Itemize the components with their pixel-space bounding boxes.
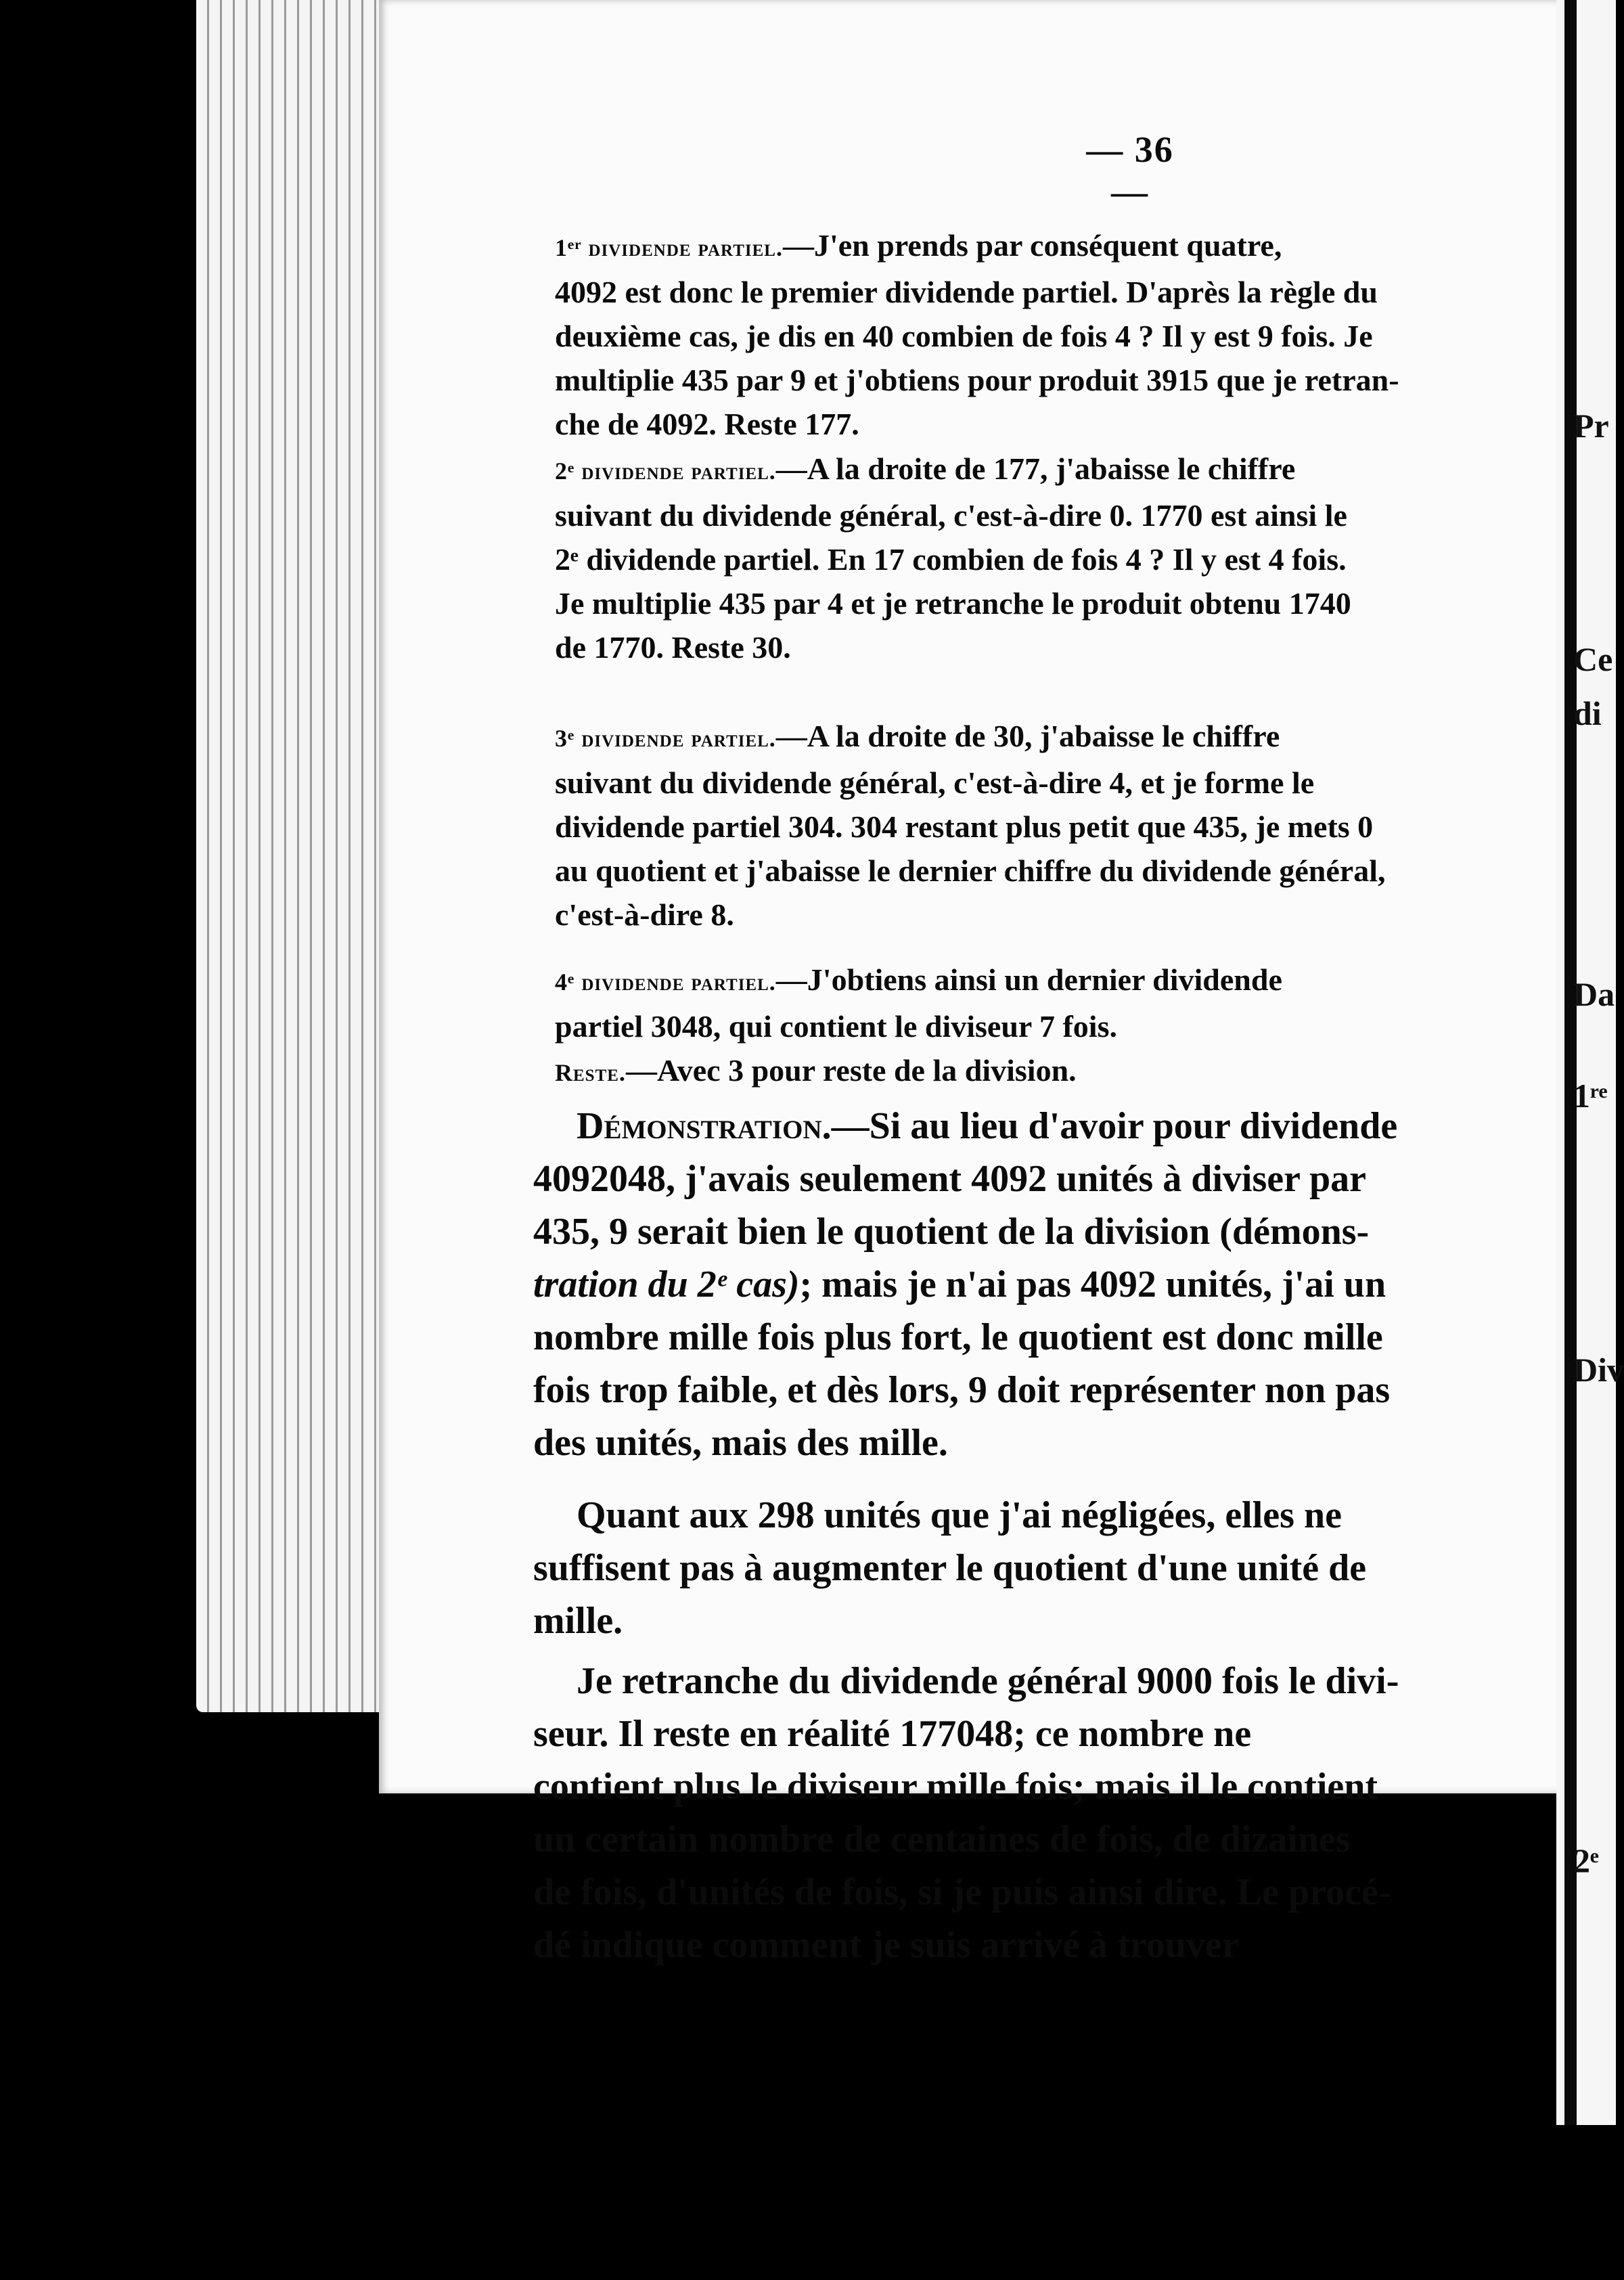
text-line: che de 4092. Reste 177. [555,407,859,441]
section-heading: 3ᵉ dividende partiel. [555,725,776,752]
facing-page-fragment-text: Div [1573,1351,1624,1389]
paragraph-dividende-4 [555,958,1563,1095]
text-line: Je multiplie 435 par 4 et je retranche le produit obtenu 1740 [555,586,1351,621]
text-line: de 1770. Reste 30. [555,630,791,665]
facing-page-fragment-text: Ce [1573,640,1613,678]
section-heading: 1ᵉʳ dividende partiel. [555,234,783,261]
text-line: des unités, mais des mille. [533,1422,948,1464]
text-line: Quant aux 298 unités que j'ai négligées, elles ne [577,1494,1342,1536]
text-line: 435, 9 serait bien le quotient de la division (démons- [533,1211,1370,1253]
paragraph-quant [533,1489,1569,1647]
section-heading: 4ᵉ dividende partiel. [555,968,776,996]
text-line: 2ᵉ dividende partiel. En 17 combien de fois 4 ? Il y est 4 fois. [555,542,1347,577]
text-line: 4092048, j'avais seulement 4092 unités à diviser par [533,1158,1366,1200]
facing-page-fragment-text: di [1573,694,1602,732]
text-line: fois trop faible, et dès lors, 9 doit représenter non pas [533,1369,1391,1411]
text-line: multiplie 435 par 9 et j'obtiens pour produit 3915 que je retran- [555,363,1399,397]
text-line: Je retranche du dividende général 9000 fois le divi- [577,1660,1399,1702]
text-line: —Si au lieu d'avoir pour dividende [831,1105,1398,1147]
text-line: nombre mille fois plus fort, le quotient est donc mille [533,1316,1383,1358]
text-line: suffisent pas à augmenter le quotient d'une unité de [533,1547,1367,1589]
text-line: de fois, d'unités de fois, si je puis ainsi dire. Le procé- [533,1871,1391,1913]
italic-reference: tration du 2ᵉ cas) [533,1264,800,1305]
text-line: suivant du dividende général, c'est-à-dire 0. 1770 est ainsi le [555,498,1347,533]
page-number: — 36 — [1086,129,1174,212]
text-line: contient plus le diviseur mille fois; mais il le contient [533,1766,1378,1808]
book-page-edges [196,0,399,1712]
text-line: —J'obtiens ainsi un dernier dividende [775,962,1282,997]
facing-page-fragment-text: Pr [1573,407,1609,445]
text-line: 4092 est donc le premier dividende partiel. D'après la règle du [555,275,1378,309]
facing-page-fragment-text: 1ʳᵉ [1573,1077,1608,1115]
paragraph-dividende-2 [555,447,1563,669]
text-line: —A la droite de 177, j'abaisse le chiffre [775,451,1296,486]
section-heading: Démonstration. [577,1105,832,1147]
facing-page-fragment-text: Da [1573,975,1615,1013]
text-line: c'est-à-dire 8. [555,897,734,932]
text-line: mille. [533,1600,623,1642]
text-line: —A la droite de 30, j'abaisse le chiffre [775,719,1280,753]
text-line: au quotient et j'abaisse le dernier chiffre du dividende général, [555,853,1386,888]
text-line: deuxième cas, je dis en 40 combien de fois 4 ? Il y est 9 fois. Je [555,319,1373,353]
paragraph-dividende-1 [555,223,1563,446]
text-line: ; mais je n'ai pas 4092 unités, j'ai un [799,1264,1386,1305]
paragraph-dividende-3 [555,714,1563,937]
paragraph-retranche [533,1655,1569,1971]
text-line: suivant du dividende général, c'est-à-dire 4, et je forme le [555,765,1315,800]
text-line: partiel 3048, qui contient le diviseur 7 fois. [555,1009,1117,1044]
text-line: seur. Il reste en réalité 177048; ce nombre ne [533,1713,1252,1755]
text-line: dé indique comment je suis arrivé à trouver [533,1924,1239,1966]
text-line: —J'en prends par conséquent quatre, [782,228,1282,263]
text-line: dividende partiel 304. 304 restant plus petit que 435, je mets 0 [555,809,1374,844]
section-heading: 2ᵉ dividende partiel. [555,457,776,485]
text-line: —Avec 3 pour reste de la division. [625,1053,1077,1088]
text-line: un certain nombre de centaines de fois, de dizaines [533,1818,1351,1860]
facing-page-fragment-text: 2ᵉ [1573,1841,1599,1879]
section-heading: Reste. [555,1059,626,1086]
paragraph-demonstration [533,1100,1569,1469]
